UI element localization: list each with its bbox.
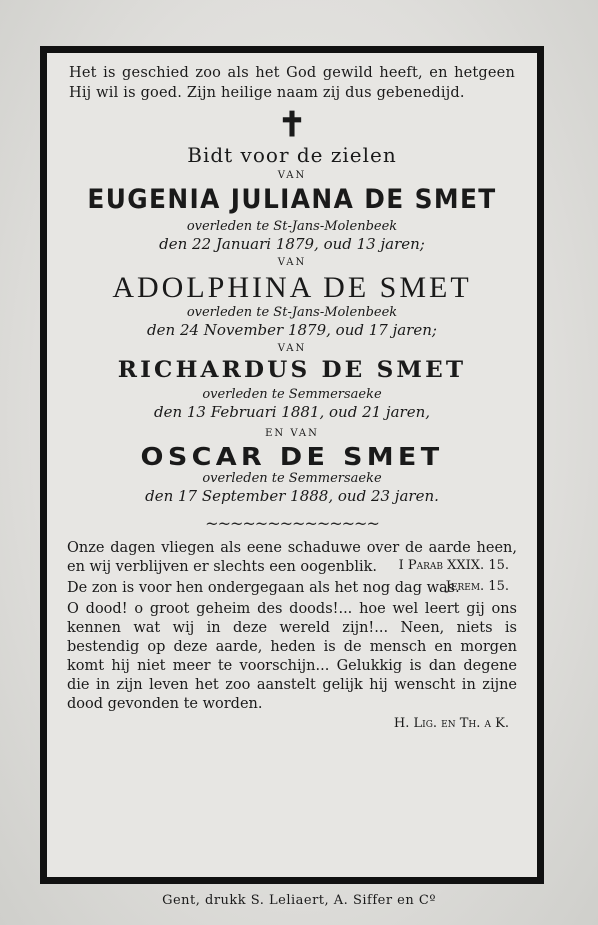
printer-imprint: Gent, drukk S. Leliaert, A. Siffer en Cº (162, 893, 436, 908)
person4-died-place: overleden te Semmersaeke (202, 471, 382, 486)
person4-name: OSCAR DE SMET (140, 442, 444, 471)
verse-3: O dood! o groot geheim des doods!... hoe wel leert gij ons kennen wat wij in deze wereld zijn!... Neen, niets is bestendig op deze aarde, heden is de mensch en morgen komt hij niet meer te voorschijn... Gelukkig is dan degene die in zijn leven het zoo aanstelt gelijk hij wenscht in zijne dood gevonden te worden. (67, 601, 517, 712)
ornament-divider: ~~~~~~~~~~~~~~ (205, 514, 379, 533)
cross-icon: ✝ (277, 105, 307, 145)
person2-died-place: overleden te St-Jans-Molenbeek (186, 305, 398, 320)
person4-died-date: den 17 September 1888, oud 23 jaren. (145, 487, 439, 505)
person2-died-date: den 24 November 1879, oud 17 jaren; (147, 321, 437, 339)
verse-2-reference: Jerem. 15. (445, 579, 509, 594)
verse-1-reference: I Parab XXIX. 15. (398, 558, 509, 573)
person1-died-place: overleden te St-Jans-Molenbeek (186, 219, 398, 234)
verse-2: De zon is voor hen ondergegaan als het nog dag was. (67, 580, 460, 596)
person3-died-date: den 13 Februari 1881, oud 21 jaren, (153, 403, 431, 421)
verse-1: Onze dagen vliegen als eene schaduwe over de aarde heen, en wij verblijven er slechts een oogenblik. (67, 540, 517, 575)
card-content (61, 63, 523, 877)
opening-quote: Het is geschied zoo als het God gewild heeft, en hetgeen Hij wil is goed. Zijn heilige naam zij dus gebenedijd. (69, 65, 515, 101)
verse-3-reference: H. Lig. en Th. a K. (393, 716, 509, 731)
person1-died-date: den 22 Januari 1879, oud 13 jaren; (159, 235, 425, 253)
en-van-label: EN VAN (265, 428, 319, 439)
black-border-frame (40, 46, 544, 884)
van-label: VAN (277, 343, 307, 354)
van-label: VAN (277, 257, 307, 268)
person2-name: ADOLPHINA DE SMET (112, 271, 472, 304)
person3-died-place: overleden te Semmersaeke (202, 387, 382, 402)
person1-name: EUGENIA JULIANA DE SMET (87, 184, 497, 215)
van-label: VAN (277, 170, 307, 181)
prayer-heading: Bidt voor de zielen (187, 143, 397, 167)
person3-name: RICHARDUS DE SMET (117, 357, 467, 383)
